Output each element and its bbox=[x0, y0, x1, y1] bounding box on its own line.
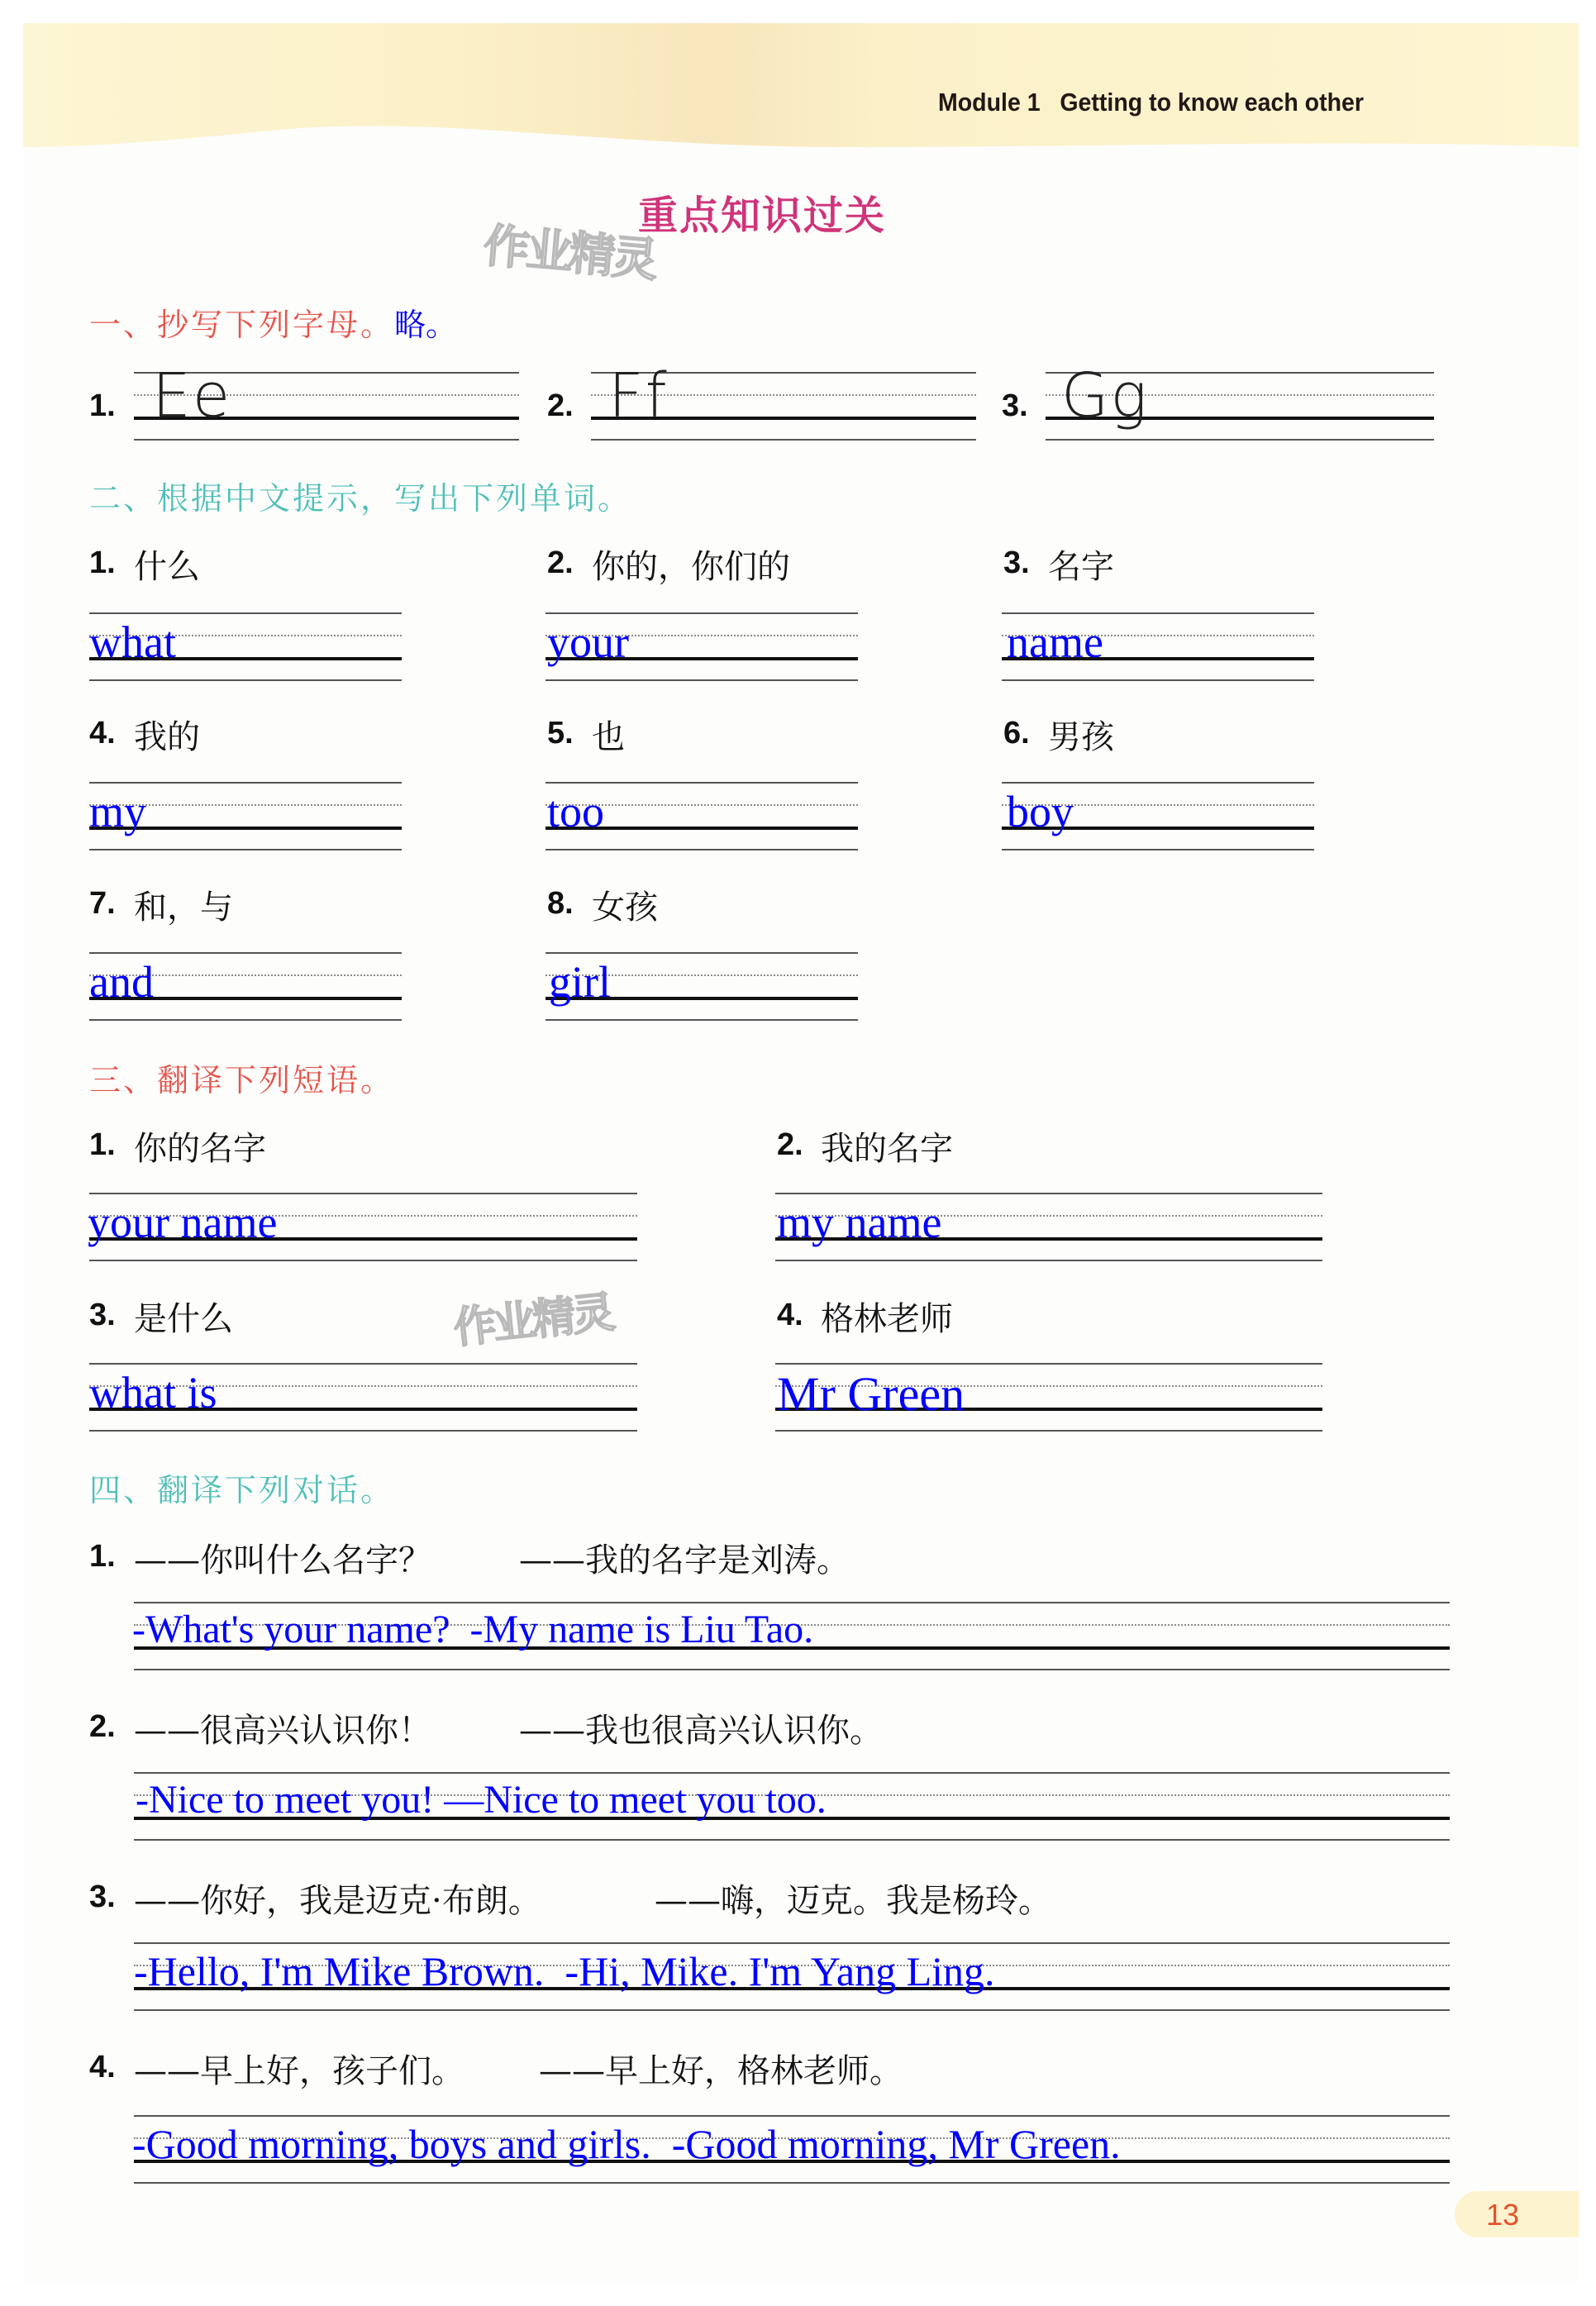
section2-item1-number: 1. bbox=[89, 546, 116, 580]
section2-item6-number: 6. bbox=[1003, 716, 1030, 750]
watermark: 作业精灵 bbox=[450, 1288, 615, 1354]
section2-item7-prompt: 和，与 bbox=[134, 889, 233, 927]
section4-item4-prompt-b: ——早上好，格林老师。 bbox=[539, 2052, 903, 2090]
section3-item2-answer: my name bbox=[777, 1198, 942, 1247]
section3-item4-number: 4. bbox=[777, 1298, 803, 1332]
section2-item6-prompt: 男孩 bbox=[1048, 718, 1114, 756]
section3-item2-number: 2. bbox=[777, 1127, 803, 1162]
section2-item8-number: 8. bbox=[547, 886, 574, 921]
section2-heading: 二、根据中文提示，写出下列单词。 bbox=[89, 480, 632, 517]
section3-item3-number: 3. bbox=[89, 1298, 116, 1332]
module-title: Module 1 Getting to know each other bbox=[938, 88, 1364, 117]
section2-item8-answer: girl bbox=[549, 957, 611, 1007]
section3-item4-prompt: 格林老师 bbox=[821, 1300, 953, 1338]
section2-item4-answer: my bbox=[89, 787, 147, 836]
section2-item5-answer: too bbox=[547, 787, 605, 836]
section2-item4-prompt: 我的 bbox=[134, 718, 200, 756]
section4-item1-number: 1. bbox=[89, 1539, 116, 1574]
section3-item1-answer: your name bbox=[88, 1198, 278, 1247]
section2-item4-number: 4. bbox=[89, 716, 116, 750]
section1-item3-letters: Gg bbox=[1061, 360, 1149, 431]
section2-item1-answer: what bbox=[89, 617, 176, 667]
section2-item5-prompt: 也 bbox=[592, 718, 625, 756]
section4-item1-prompt-a: ——你叫什么名字？ bbox=[134, 1541, 431, 1579]
section4-item1-prompt-b: ——我的名字是刘涛。 bbox=[519, 1541, 850, 1579]
section4-item3-prompt-a: ——你好，我是迈克·布朗。 bbox=[134, 1882, 541, 1920]
section1-heading: 一、抄写下列字母。略。 bbox=[89, 307, 458, 343]
section4-item2-number: 2. bbox=[89, 1709, 116, 1744]
section1-item2-letters: Ff bbox=[608, 360, 669, 431]
page-number-badge bbox=[1455, 2191, 1579, 2237]
section4-item1-answer: -What's your name? -My name is Liu Tao. bbox=[132, 1608, 814, 1651]
section3-item1-prompt: 你的名字 bbox=[134, 1130, 266, 1168]
section4-item3-number: 3. bbox=[89, 1880, 116, 1914]
section3-item3-prompt: 是什么 bbox=[134, 1300, 233, 1338]
section4-item2-prompt-b: ——我也很高兴认识你。 bbox=[519, 1712, 883, 1750]
section2-item5-number: 5. bbox=[547, 716, 574, 750]
header-band bbox=[23, 23, 1579, 147]
section3-item1-number: 1. bbox=[89, 1127, 116, 1162]
section2-item8-prompt: 女孩 bbox=[592, 889, 658, 927]
section2-item6-answer: boy bbox=[1007, 787, 1074, 836]
section3-heading: 三、翻译下列短语。 bbox=[89, 1062, 395, 1098]
page-title: 重点知识过关 bbox=[638, 193, 887, 239]
section2-item7-answer: and bbox=[89, 957, 154, 1007]
section3-item3-answer: what is bbox=[89, 1368, 217, 1417]
section2-item7-number: 7. bbox=[89, 886, 116, 921]
section1-item1-number: 1. bbox=[89, 388, 116, 423]
section4-item2-prompt-a: ——很高兴认识你！ bbox=[134, 1712, 431, 1750]
page-number: 13 bbox=[1486, 2198, 1520, 2232]
watermark: 作业精灵 bbox=[481, 219, 658, 288]
section4-item2-answer: -Nice to meet you! —Nice to meet you too. bbox=[136, 1778, 827, 1822]
section2-item2-number: 2. bbox=[547, 546, 574, 580]
section2-item1-prompt: 什么 bbox=[134, 548, 200, 586]
section4-item4-number: 4. bbox=[89, 2050, 116, 2084]
section1-item2-number: 2. bbox=[547, 388, 574, 423]
section4-item4-prompt-a: ——早上好，孩子们。 bbox=[134, 2052, 465, 2090]
section4-item3-prompt-b: ——嗨，迈克。我是杨玲。 bbox=[655, 1882, 1051, 1920]
section3-item2-prompt: 我的名字 bbox=[821, 1130, 953, 1168]
section3-item4-answer: Mr Green bbox=[777, 1367, 965, 1421]
section1-answer-note: 略。 bbox=[394, 307, 458, 343]
section4-heading: 四、翻译下列对话。 bbox=[89, 1472, 395, 1508]
section2-item2-prompt: 你的，你们的 bbox=[592, 548, 790, 586]
section2-item3-answer: name bbox=[1007, 617, 1103, 667]
section2-item2-answer: your bbox=[547, 617, 629, 667]
section2-item3-number: 3. bbox=[1003, 546, 1030, 580]
section1-item3-number: 3. bbox=[1002, 388, 1028, 423]
section2-item3-prompt: 名字 bbox=[1048, 548, 1114, 586]
section1-item1-letters: Ee bbox=[152, 360, 232, 431]
section4-item4-answer: -Good morning, boys and girls. -Good morning, Mr Green. bbox=[132, 2121, 1121, 2167]
section4-item3-answer: -Hello, I'm Mike Brown. -Hi, Mike. I'm Yang Ling. bbox=[134, 1948, 995, 1994]
